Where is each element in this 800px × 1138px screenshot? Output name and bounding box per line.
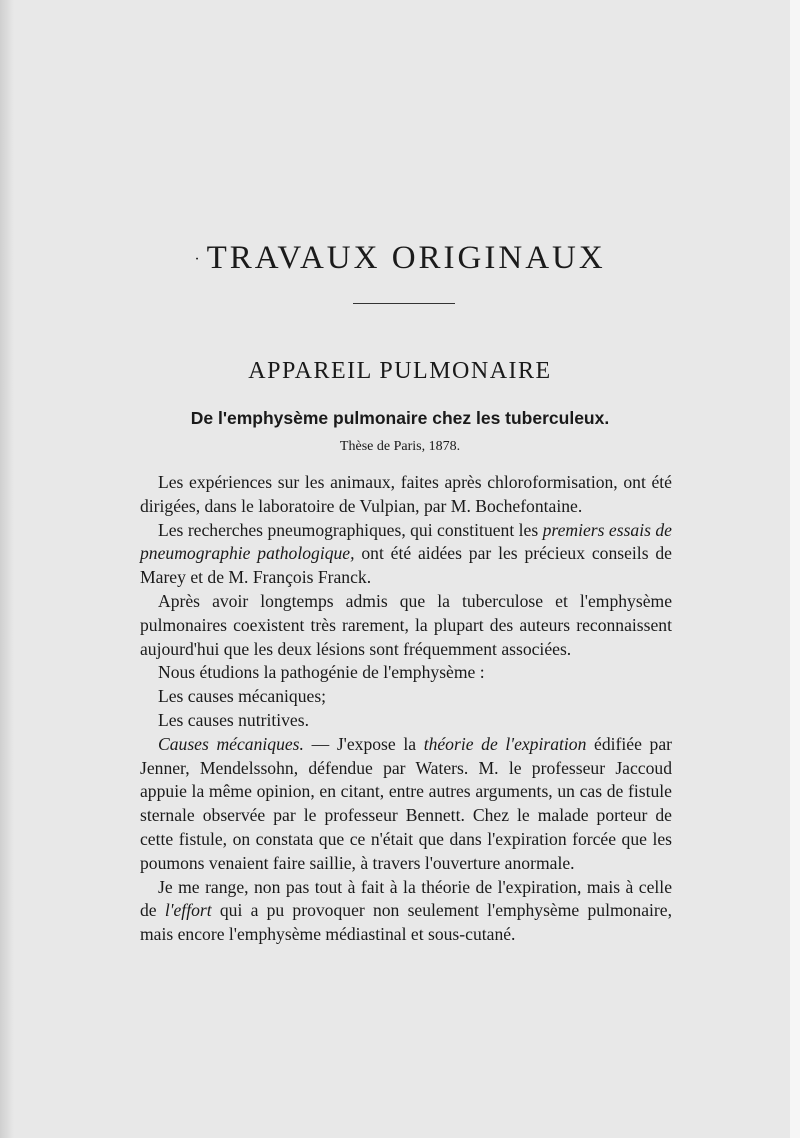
paragraph-8-italic: l'effort (164, 900, 212, 921)
paragraph-2-italic: premiers essais de pneumographie pathologique, (140, 519, 672, 564)
paragraph-7 (140, 733, 672, 876)
paragraph-7-text-b: édifiée par Jenner, Mendelssohn, défendue par Waters. M. le professeur Jaccoud appuie la même opinion, en citant, entre autres arguments, un cas de fistule sternale observée par le professeur Bennett. Chez le malade porteur de cette fistule, on constata que ce n'était que dans l'expiration forcée que les poumons venaient faire saillie, à travers l'ouverture anormale. (140, 733, 673, 873)
section-title (0, 240, 800, 277)
body-text (140, 471, 672, 947)
chapter-title: APPAREIL PULMONAIRE (248, 358, 552, 384)
title-rule-divider (353, 303, 455, 304)
paragraph-5: Les causes mécaniques; (158, 686, 327, 707)
paragraph-1: Les expériences sur les animaux, faites après chloroformisation, ont été dirigées, dans le laboratoire de Vulpian, par M. Bochefontaine. (140, 472, 672, 516)
paragraph-2-text-a: Les recherches pneumographiques, qui constituent les (158, 519, 543, 540)
paragraph-7-italic-theory: théorie de l'expiration (423, 733, 587, 754)
paragraph-7-text-a: — J'expose la (303, 733, 424, 754)
paragraph-8-text-b: qui a pu provoquer non seulement l'emphysème pulmonaire, mais encore l'emphysème médiastinal et sous-cutané. (140, 900, 672, 945)
page-binding-shadow (0, 0, 14, 1138)
paragraph-8-text-a: Je me range, non pas tout à fait à la théorie de l'expiration, mais à celle de (140, 876, 672, 921)
paragraph-7-italic-heading: Causes mécaniques. (158, 733, 304, 754)
paragraph-3: Après avoir longtemps admis que la tuberculose et l'emphysème pulmonaires coexistent très rarement, la plupart des auteurs reconnaissent aujourd'hui que les deux lésions sont fréquemment associées. (140, 590, 672, 659)
paragraph-8 (140, 876, 672, 947)
printer-mark: · (194, 251, 203, 269)
work-title: De l'emphysème pulmonaire chez les tuberculeux. (190, 408, 610, 428)
work-reference: Thèse de Paris, 1878. (339, 439, 461, 454)
paragraph-2 (140, 519, 672, 590)
paragraph-4: Nous étudions la pathogénie de l'emphysème : (158, 662, 485, 683)
paragraph-6: Les causes nutritives. (158, 709, 309, 730)
paragraph-2-text-b: ont été aidées par les précieux conseils de Marey et de M. François Franck. (140, 543, 672, 588)
section-title-text: TRAVAUX ORIGINAUX (206, 240, 606, 276)
page-right-margin (790, 0, 800, 1138)
